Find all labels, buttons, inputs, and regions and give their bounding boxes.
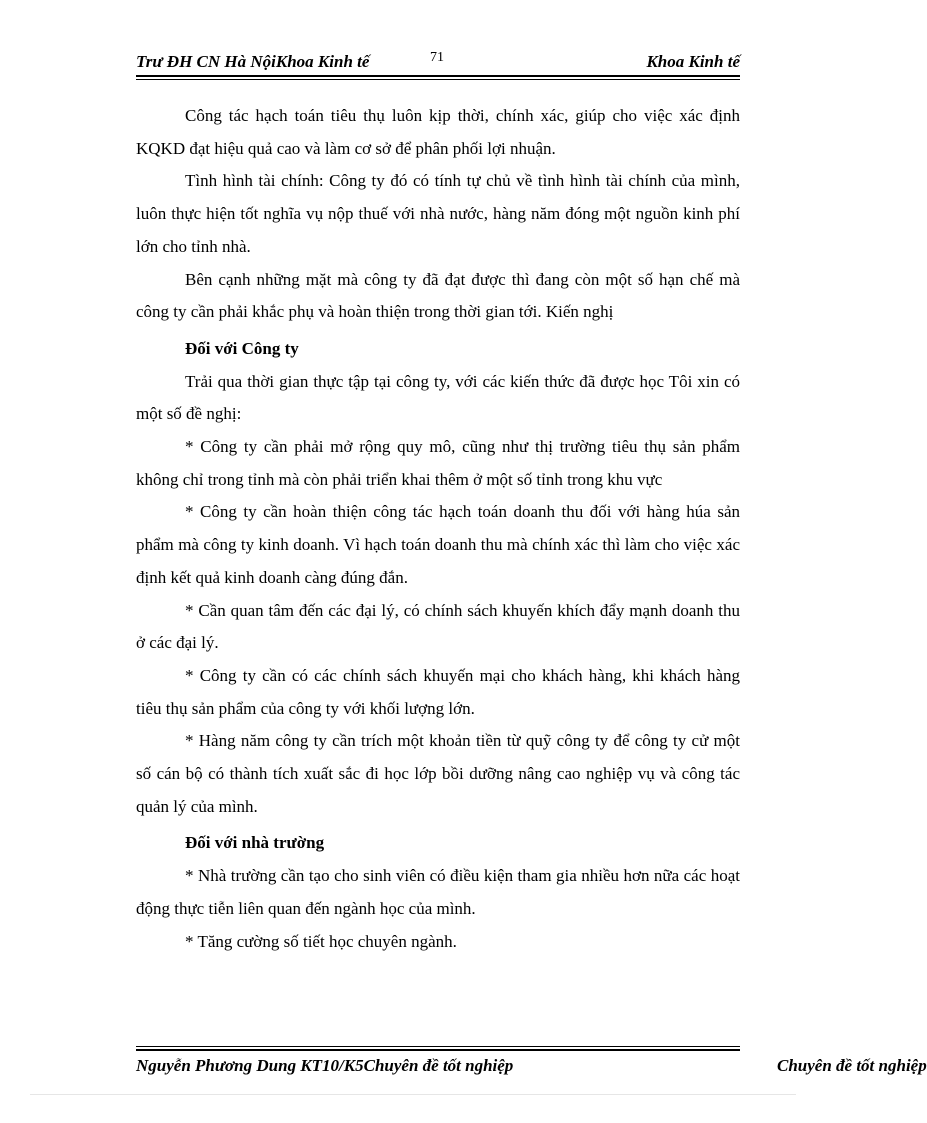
page-bottom-divider (30, 1094, 796, 1095)
page-footer (136, 1046, 927, 1086)
paragraph: Công tác hạch toán tiêu thụ luôn kịp thời, chính xác, giúp cho việc xác định KQKD đạt hiệu quả cao và làm cơ sở để phân phối lợi nhuận. (136, 106, 740, 158)
paragraph: Bên cạnh những mặt mà công ty đã đạt được thì đang còn một số hạn chế mà công ty cần phải khắc phụ và hoàn thiện trong thời gian tới. Kiến nghị (136, 269, 740, 322)
list-item: * Công ty cần có các chính sách khuyến mại cho khách hàng, khi khách hàng tiêu thụ sản phẩm của công ty với khối lượng lớn. (136, 665, 740, 718)
paragraph: Tình hình tài chính: Công ty đó có tính tự chủ về tình hình tài chính của mình, luôn thực hiện tốt nghĩa vụ nộp thuế với nhà nước, hàng năm đóng một nguồn kinh phí lớn cho tỉnh nhà. (136, 171, 740, 256)
header-rule-thin (136, 79, 740, 80)
header-right-text: Khoa Kinh tế (646, 52, 740, 71)
section-heading-company: Đối với Công ty (185, 338, 299, 358)
header-rule-thick (136, 75, 740, 77)
footer-rule-thin (136, 1046, 740, 1047)
header-left-text: Trư ĐH CN Hà NộiKhoa Kinh tế (136, 52, 370, 71)
list-item: * Cần quan tâm đến các đại lý, có chính sách khuyến khích đẩy mạnh doanh thu ở các đại lý. (136, 600, 740, 653)
footer-rule-thick (136, 1049, 740, 1051)
paragraph: Trải qua thời gian thực tập tại công ty, với các kiến thức đã được học Tôi xin có một số đề nghị: (136, 371, 740, 424)
footer-right-text: Chuyên đề tốt nghiệp (777, 1056, 927, 1075)
list-item: * Hàng năm công ty cần trích một khoản tiền từ quỹ công ty để công ty cử một số cán bộ có thành tích xuất sắc đi học lớp bồi dưỡng nâng cao nghiệp vụ và công tác quản lý của mình. (136, 731, 740, 816)
list-item: * Nhà trường cần tạo cho sinh viên có điều kiện tham gia nhiều hơn nữa các hoạt động thực tiễn liên quan đến ngành học của mình. (136, 866, 740, 918)
list-item: * Công ty cần hoàn thiện công tác hạch toán doanh thu đối với hàng húa sản phẩm mà công ty kinh doanh. Vì hạch toán doanh thu mà chính xác thì làm cho việc xác định kết quả kinh doanh càng đúng đắn. (136, 502, 740, 587)
footer-left-text: Nguyễn Phương Dung KT10/K5Chuyên đề tốt nghiệp (136, 1056, 514, 1075)
document-body (136, 100, 740, 958)
page-header (136, 48, 740, 74)
list-item: * Công ty cần phải mở rộng quy mô, cũng như thị trường tiêu thụ sản phẩm không chỉ trong tỉnh mà còn phải triển khai thêm ở một số tỉnh trong khu vực (136, 437, 740, 489)
section-heading-school: Đối với nhà trường (185, 833, 325, 853)
list-item: * Tăng cường số tiết học chuyên ngành. (185, 931, 457, 951)
page-number: 71 (430, 50, 444, 65)
